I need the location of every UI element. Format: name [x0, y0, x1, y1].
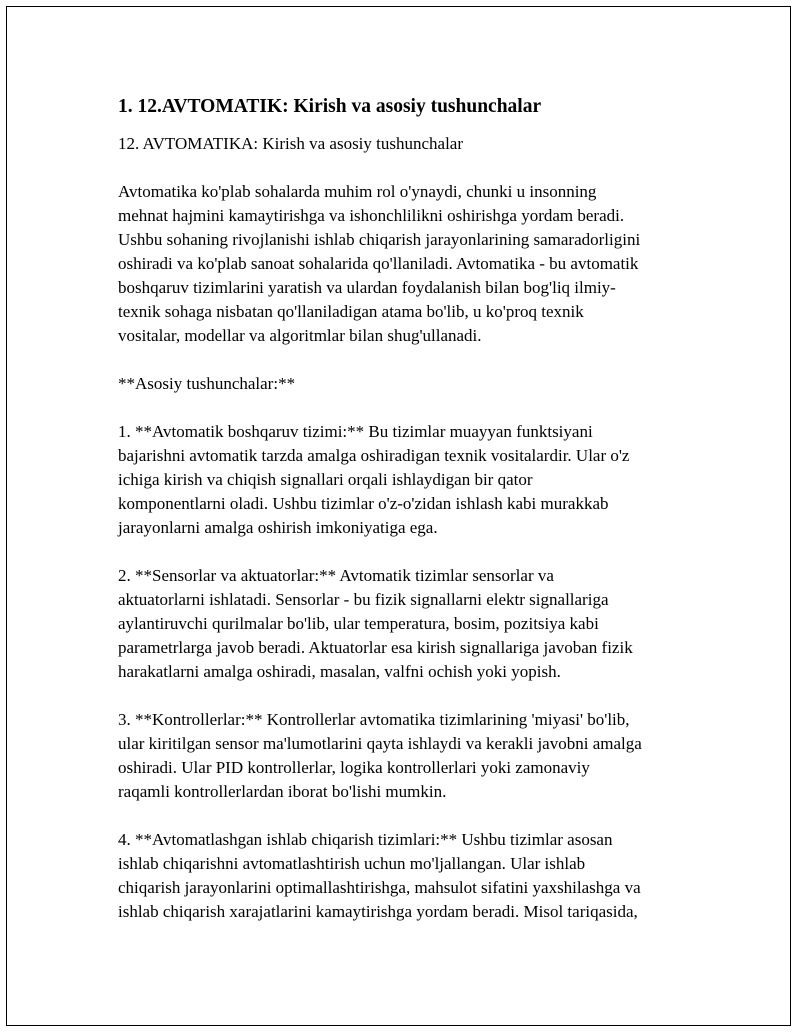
- paragraph-line: **Asosiy tushunchalar:**: [118, 374, 296, 393]
- paragraph-line: vositalar, modellar va algoritmlar bilan shug'ullanadi.: [118, 326, 482, 345]
- paragraph-line: jarayonlarni amalga oshirish imkoniyatiga ega.: [118, 518, 438, 537]
- paragraph-line: parametrlarga javob beradi. Aktuatorlar esa kirish signallariga javoban fizik: [118, 638, 633, 657]
- paragraph-line: 2. **Sensorlar va aktuatorlar:** Avtomatik tizimlar sensorlar va: [118, 566, 554, 585]
- paragraph-item-2: [118, 564, 698, 684]
- paragraph-item-4: [118, 828, 698, 924]
- paragraph-item-3: [118, 708, 698, 804]
- paragraph-line: ular kiritilgan sensor ma'lumotlarini qayta ishlaydi va kerakli javobni amalga: [118, 734, 642, 753]
- paragraph-item-1: [118, 420, 698, 540]
- document-title: 1. 12.AVTOMATIK: Kirish va asosiy tushunchalar: [118, 96, 542, 117]
- paragraph-line: 3. **Kontrollerlar:** Kontrollerlar avtomatika tizimlarining 'miyasi' bo'lib,: [118, 710, 630, 729]
- paragraph-section-heading: [118, 372, 698, 396]
- paragraph-line: oshiradi. Ular PID kontrollerlar, logika kontrollerlari yoki zamonaviy: [118, 758, 590, 777]
- paragraph-line: ishlab chiqarishni avtomatlashtirish uchun mo'ljallangan. Ular ishlab: [118, 854, 586, 873]
- document-body: [118, 94, 698, 948]
- paragraph-intro: [118, 180, 698, 348]
- paragraph-line: oshiradi va ko'plab sanoat sohalarida qo'llaniladi. Avtomatika - bu avtomatik: [118, 254, 639, 273]
- paragraph-line: mehnat hajmini kamaytirishga va ishonchlilikni oshirishga yordam beradi.: [118, 206, 625, 225]
- paragraph-line: 1. **Avtomatik boshqaruv tizimi:** Bu tizimlar muayyan funktsiyani: [118, 422, 593, 441]
- paragraph-line: 4. **Avtomatlashgan ishlab chiqarish tizimlari:** Ushbu tizimlar asosan: [118, 830, 613, 849]
- paragraph-line: raqamli kontrollerlardan iborat bo'lishi mumkin.: [118, 782, 447, 801]
- document-subtitle: 12. AVTOMATIKA: Kirish va asosiy tushunchalar: [118, 134, 464, 153]
- paragraph-line: boshqaruv tizimlarini yaratish va ulardan foydalanish bilan bog'liq ilmiy-: [118, 278, 616, 297]
- paragraph-line: aktuatorlarni ishlatadi. Sensorlar - bu fizik signallarni elektr signallariga: [118, 590, 609, 609]
- paragraph-line: bajarishni avtomatik tarzda amalga oshiradigan texnik vositalardir. Ular o'z: [118, 446, 630, 465]
- paragraph-line: texnik sohaga nisbatan qo'llaniladigan atama bo'lib, u ko'proq texnik: [118, 302, 584, 321]
- paragraph-line: chiqarish jarayonlarini optimallashtirishga, mahsulot sifatini yaxshilashga va: [118, 878, 641, 897]
- paragraph-line: ichiga kirish va chiqish signallari orqali ishlaydigan bir qator: [118, 470, 533, 489]
- paragraph-line: aylantiruvchi qurilmalar bo'lib, ular temperatura, bosim, pozitsiya kabi: [118, 614, 599, 633]
- paragraph-line: Ushbu sohaning rivojlanishi ishlab chiqarish jarayonlarining samaradorligini: [118, 230, 641, 249]
- paragraph-line: Avtomatika ko'plab sohalarda muhim rol o'ynaydi, chunki u insonning: [118, 182, 597, 201]
- paragraph-line: ishlab chiqarish xarajatlarini kamaytirishga yordam beradi. Misol tariqasida,: [118, 902, 638, 921]
- paragraph-line: komponentlarni oladi. Ushbu tizimlar o'z-o'zidan ishlash kabi murakkab: [118, 494, 609, 513]
- paragraph-line: harakatlarni amalga oshiradi, masalan, valfni ochish yoki yopish.: [118, 662, 561, 681]
